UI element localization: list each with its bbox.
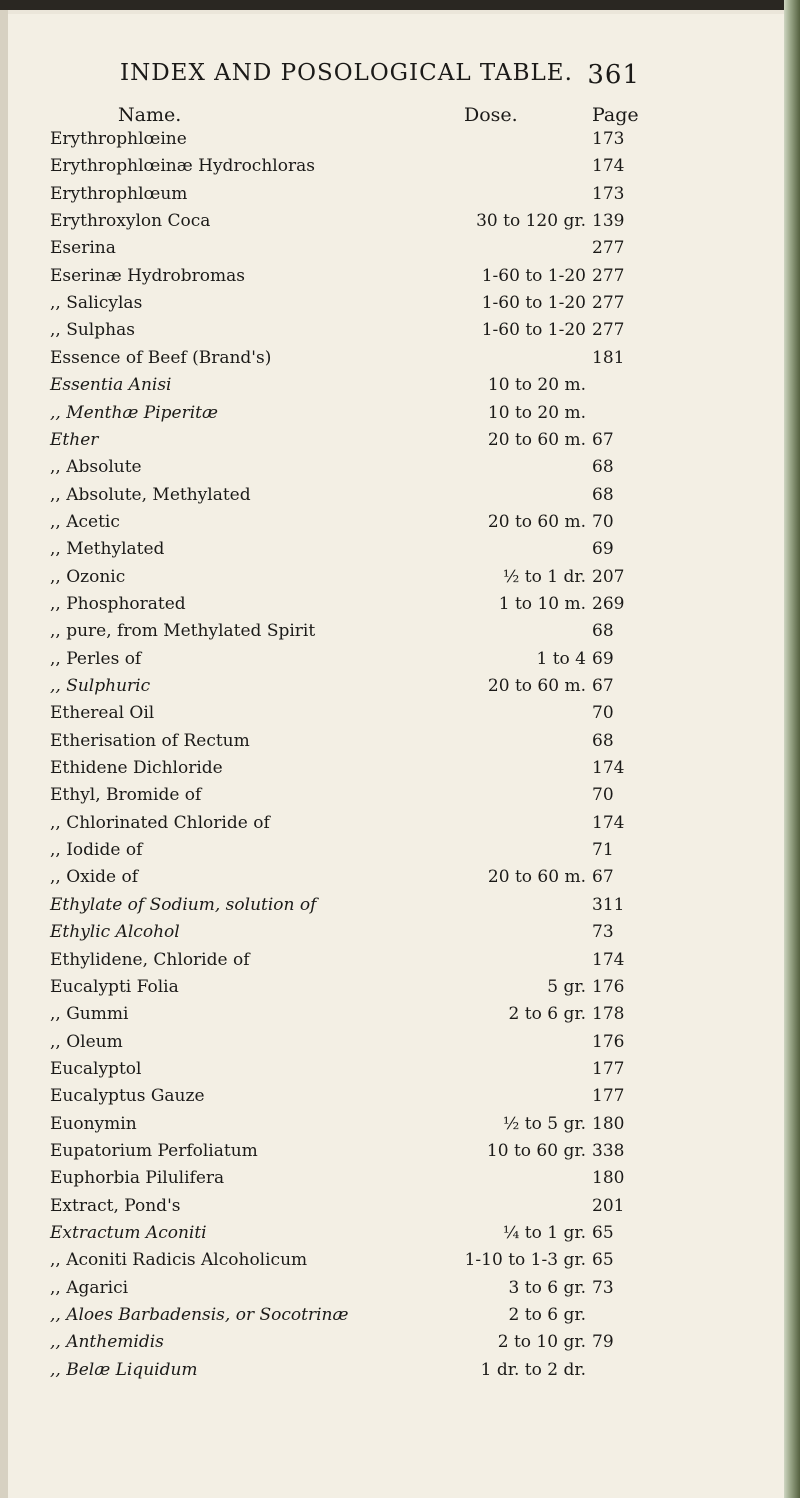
entry-page: 174 [592,758,625,779]
entry-dose: 30 to 120 gr. [476,211,586,232]
entry-dose: 1 to 10 m. [498,593,586,614]
entry-page: 68 [592,621,614,642]
entry-name: ,, Anthemidis [50,1332,164,1353]
index-entry [50,1029,770,1056]
entry-name: ,, Absolute, Methylated [50,484,251,505]
entry-name: Erythrophlœinæ Hydrochloras [50,156,315,177]
top-page-edge [0,0,800,10]
entry-name: ,, Agarici [50,1277,129,1298]
index-entry [50,892,770,919]
entry-dose: 1 to 4 [536,648,586,669]
index-entry [50,837,770,864]
entry-name: ,, pure, from Methylated Spirit [50,621,316,642]
entry-name: ,, Oleum [50,1031,123,1052]
entry-page: 65 [592,1250,614,1271]
entry-name: ,, Chlorinated Chloride of [50,812,270,833]
index-entry [50,208,770,235]
entry-page: 173 [592,129,625,149]
entry-page: 277 [592,293,625,314]
entry-page: 174 [592,156,625,177]
entry-page: 277 [592,238,625,259]
entry-name: Euonymin [50,1113,137,1134]
entry-name: Erythrophlœine [50,129,187,149]
entry-dose: 1-60 to 1-20 [481,293,586,314]
index-entry [50,427,770,454]
entry-dose: 10 to 20 m. [487,402,586,423]
index-entry [50,317,770,344]
index-entry [50,1056,770,1083]
entry-page: 70 [592,703,614,724]
entry-dose: ¼ to 1 gr. [502,1223,586,1243]
entry-page: 181 [592,347,625,368]
index-entry [50,564,770,591]
entry-name: Eupatorium Perfoliatum [50,1140,258,1161]
entry-dose: 3 to 6 gr. [508,1277,586,1298]
index-entry [50,1275,770,1302]
entry-name: ,, Acetic [50,511,120,532]
index-entry [50,728,770,755]
entry-name: ,, Perles of [50,648,142,669]
column-header-name: Name. [118,104,182,126]
index-entry [50,1302,770,1329]
entry-page: 71 [592,840,614,861]
entry-dose: 20 to 60 m. [487,511,586,532]
entry-page: 79 [592,1332,614,1353]
column-header-dose: Dose. [464,104,518,126]
entry-dose: 10 to 20 m. [487,375,586,396]
index-entry [50,755,770,782]
entry-page: 68 [592,457,614,478]
entry-dose: 1-60 to 1-20 [481,265,586,286]
entry-page: 177 [592,1058,625,1079]
entry-name: Extractum Aconiti [50,1223,207,1243]
page-number: 361 [587,60,640,90]
index-entry [50,290,770,317]
entry-page: 277 [592,265,625,286]
entry-name: Eucalyptus Gauze [50,1086,205,1107]
entry-name: Ether [50,429,99,450]
entry-dose: 10 to 60 gr. [486,1140,586,1161]
entry-name: Ethylate of Sodium, solution of [50,894,317,915]
entry-page: 174 [592,812,625,833]
entry-dose: 1 dr. to 2 dr. [480,1359,586,1380]
entry-page: 70 [592,785,614,806]
entry-page: 269 [592,593,625,614]
entry-page: 139 [592,211,625,232]
entry-name: ,, Iodide of [50,840,143,861]
index-entry [50,536,770,563]
index-entry [50,947,770,974]
entry-name: ,, Ozonic [50,566,126,587]
entry-name: ,, Belæ Liquidum [50,1359,198,1380]
entry-page: 68 [592,730,614,751]
entry-dose: 20 to 60 m. [487,676,586,696]
index-entry [50,1001,770,1028]
entry-page: 174 [592,949,625,970]
index-entry [50,1329,770,1356]
entry-name: Etherisation of Rectum [50,730,250,751]
index-entry [50,782,770,809]
entry-page: 176 [592,1031,625,1052]
column-header-page: Page [592,104,639,126]
index-entry [50,345,770,372]
entry-page: 201 [592,1195,625,1216]
entry-page: 70 [592,511,614,532]
entry-dose: 1-60 to 1-20 [481,320,586,341]
index-entry [50,235,770,262]
index-entry [50,400,770,427]
index-entry [50,454,770,481]
index-entry [50,974,770,1001]
entry-name: Ethereal Oil [50,703,155,724]
entry-page: 68 [592,484,614,505]
index-entry [50,1247,770,1274]
entry-page: 67 [592,429,614,450]
left-page-edge [0,0,8,1498]
entry-dose: 2 to 10 gr. [497,1332,586,1353]
entry-name: ,, Aloes Barbadensis, or Socotrinæ [50,1305,349,1326]
entry-name: Euphorbia Pilulifera [50,1168,225,1189]
entry-name: ,, Oxide of [50,867,139,888]
index-entry [50,1357,770,1384]
index-entry [50,126,770,153]
index-entry [50,1111,770,1138]
entry-name: ,, Gummi [50,1004,129,1025]
entry-name: ,, Menthæ Piperitæ [50,402,218,423]
entry-name: ,, Absolute [50,457,142,478]
index-entry [50,1193,770,1220]
entry-page: 73 [592,922,614,943]
entry-name: Ethylic Alcohol [50,922,180,943]
entry-page: 173 [592,183,625,204]
index-entry [50,591,770,618]
entry-dose: 2 to 6 gr. [508,1004,586,1025]
index-entry [50,919,770,946]
index-entry [50,700,770,727]
index-entry [50,1138,770,1165]
entry-name: Ethylidene, Chloride of [50,949,250,970]
entry-page: 311 [592,894,625,915]
entry-dose: 20 to 60 m. [487,429,586,450]
running-header [120,60,640,100]
index-entry [50,372,770,399]
entry-page: 177 [592,1086,625,1107]
entry-name: Essence of Beef (Brand's) [50,347,272,368]
entry-name: Ethyl, Bromide of [50,785,202,806]
entry-page: 207 [592,566,625,587]
entry-name: Ethidene Dichloride [50,758,223,779]
entry-name: ,, Sulphuric [50,676,151,696]
entry-name: ,, Phosphorated [50,593,186,614]
index-entry [50,1165,770,1192]
index-entry [50,509,770,536]
entry-page: 180 [592,1168,625,1189]
index-entry [50,864,770,891]
entry-name: Erythroxylon Coca [50,211,211,232]
entry-page: 73 [592,1277,614,1298]
entry-name: Eucalypti Folia [50,976,179,997]
entry-name: Eucalyptol [50,1058,142,1079]
entry-name: ,, Sulphas [50,320,135,341]
entry-name: Essentia Anisi [50,375,172,396]
entry-name: Erythrophlœum [50,183,188,204]
entry-dose: ½ to 5 gr. [502,1113,586,1134]
entry-page: 65 [592,1223,614,1243]
entry-dose: 2 to 6 gr. [508,1305,586,1326]
header-title: INDEX AND POSOLOGICAL TABLE. [120,60,573,86]
entry-page: 180 [592,1113,625,1134]
index-entry [50,263,770,290]
entry-name: Eserinæ Hydrobromas [50,265,245,286]
index-entry [50,810,770,837]
entry-page: 67 [592,676,614,696]
index-entry [50,1083,770,1110]
entry-page: 178 [592,1004,625,1025]
index-entry [50,153,770,180]
entry-dose: ½ to 1 dr. [502,566,586,587]
index-entry [50,646,770,673]
entry-page: 69 [592,648,614,669]
entry-name: ,, Methylated [50,539,165,560]
entry-dose: 1-10 to 1-3 gr. [464,1250,586,1271]
entry-page: 176 [592,976,625,997]
index-entry [50,618,770,645]
index-entry [50,1220,770,1247]
book-binding-edge [784,0,800,1498]
entry-name: Eserina [50,238,116,259]
index-entry [50,673,770,700]
entry-name: ,, Salicylas [50,293,143,314]
entry-page: 67 [592,867,614,888]
entry-name: ,, Aconiti Radicis Alcoholicum [50,1250,308,1271]
entry-name: Extract, Pond's [50,1195,181,1216]
entry-page: 277 [592,320,625,341]
index-entry [50,181,770,208]
entry-page: 69 [592,539,614,560]
index-entry [50,482,770,509]
entry-page: 338 [592,1140,625,1161]
entry-dose: 5 gr. [547,976,586,997]
entry-dose: 20 to 60 m. [487,867,586,888]
